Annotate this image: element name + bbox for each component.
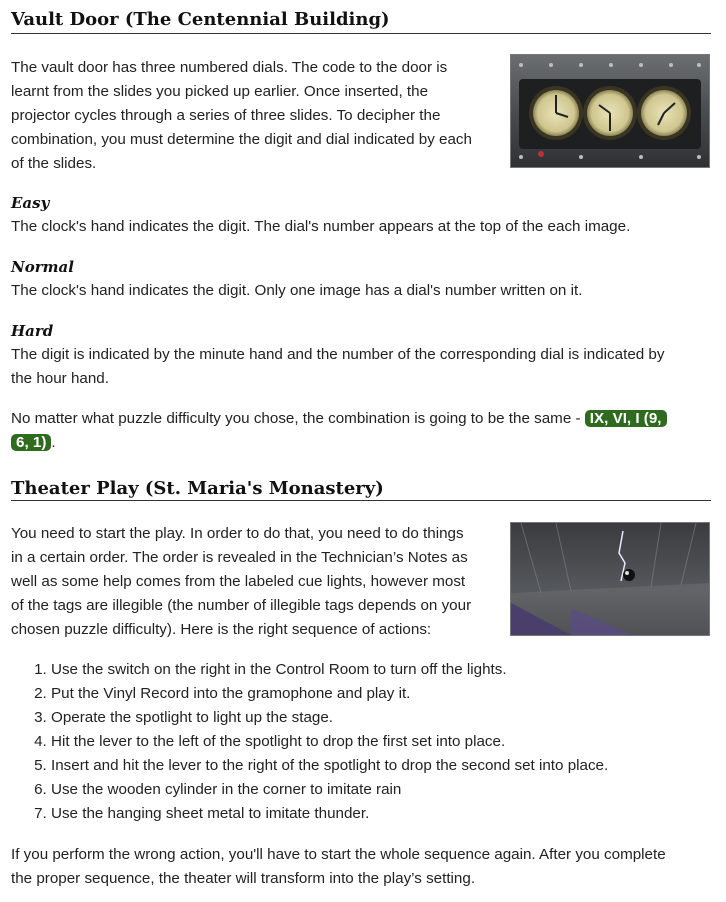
intro-line: learnt from the slides you picked up earlier. Once inserted, the — [11, 83, 429, 100]
intro-line: in a certain order. The order is revealed in the Technician’s Notes as — [11, 549, 468, 566]
intro-line: You need to start the play. In order to do that, you need to do things — [11, 525, 464, 542]
list-item: 7. Use the hanging sheet metal to imitate thunder. — [51, 802, 711, 826]
difficulty-text-hard: the hour hand. — [11, 370, 109, 387]
list-item: 1. Use the switch on the right in the Control Room to turn off the lights. — [51, 658, 711, 682]
intro-line: The vault door has three numbered dials. The code to the door is — [11, 59, 448, 76]
combination-line — [11, 431, 56, 455]
action-sequence-list — [11, 658, 711, 826]
combination-end: . — [51, 434, 56, 451]
outro-line: If you perform the wrong action, you'll have to start the whole sequence again. After you complete — [11, 846, 666, 863]
vault-dials-image — [510, 54, 710, 168]
combination-line — [11, 407, 667, 431]
difficulty-heading-normal: Normal — [11, 258, 74, 276]
heading-rule — [11, 500, 711, 501]
intro-line: projector cycles through a series of three slides. To decipher the — [11, 107, 441, 124]
list-item: 4. Hit the lever to the left of the spotlight to drop the first set into place. — [51, 730, 711, 754]
intro-line: chosen puzzle difficulty). Here is the right sequence of actions: — [11, 621, 432, 638]
section-heading-vault-door: Vault Door (The Centennial Building) — [11, 9, 390, 30]
outro-line: the proper sequence, the theater will transform into the play’s setting. — [11, 870, 476, 887]
difficulty-text-easy: The clock's hand indicates the digit. The dial's number appears at the top of the each image. — [11, 218, 631, 235]
intro-line: of the slides. — [11, 155, 97, 172]
combination-text: No matter what puzzle difficulty you chose, the combination is going to be the same - — [11, 410, 585, 427]
difficulty-heading-easy: Easy — [11, 194, 50, 212]
list-item: 5. Insert and hit the lever to the right of the spotlight to drop the second set into place. — [51, 754, 711, 778]
combination-badge: 6, 1) — [11, 434, 51, 451]
combination-badge: IX, VI, I (9, — [585, 410, 667, 427]
section-heading-theater-play: Theater Play (St. Maria's Monastery) — [11, 478, 384, 499]
heading-rule — [11, 33, 711, 34]
intro-line: of the tags are illegible (the number of illegible tags depends on your — [11, 597, 472, 614]
list-item: 2. Put the Vinyl Record into the gramophone and play it. — [51, 682, 711, 706]
theater-stage-image — [510, 522, 710, 636]
difficulty-text-hard: The digit is indicated by the minute hand and the number of the corresponding dial is indicated by — [11, 346, 665, 363]
intro-line: well as some help comes from the labeled cue lights, however most — [11, 573, 466, 590]
difficulty-heading-hard: Hard — [11, 322, 54, 340]
list-item: 6. Use the wooden cylinder in the corner to imitate rain — [51, 778, 711, 802]
intro-line: combination, you must determine the digit and dial indicated by each — [11, 131, 472, 148]
difficulty-text-normal: The clock's hand indicates the digit. Only one image has a dial's number written on it. — [11, 282, 583, 299]
list-item: 3. Operate the spotlight to light up the stage. — [51, 706, 711, 730]
